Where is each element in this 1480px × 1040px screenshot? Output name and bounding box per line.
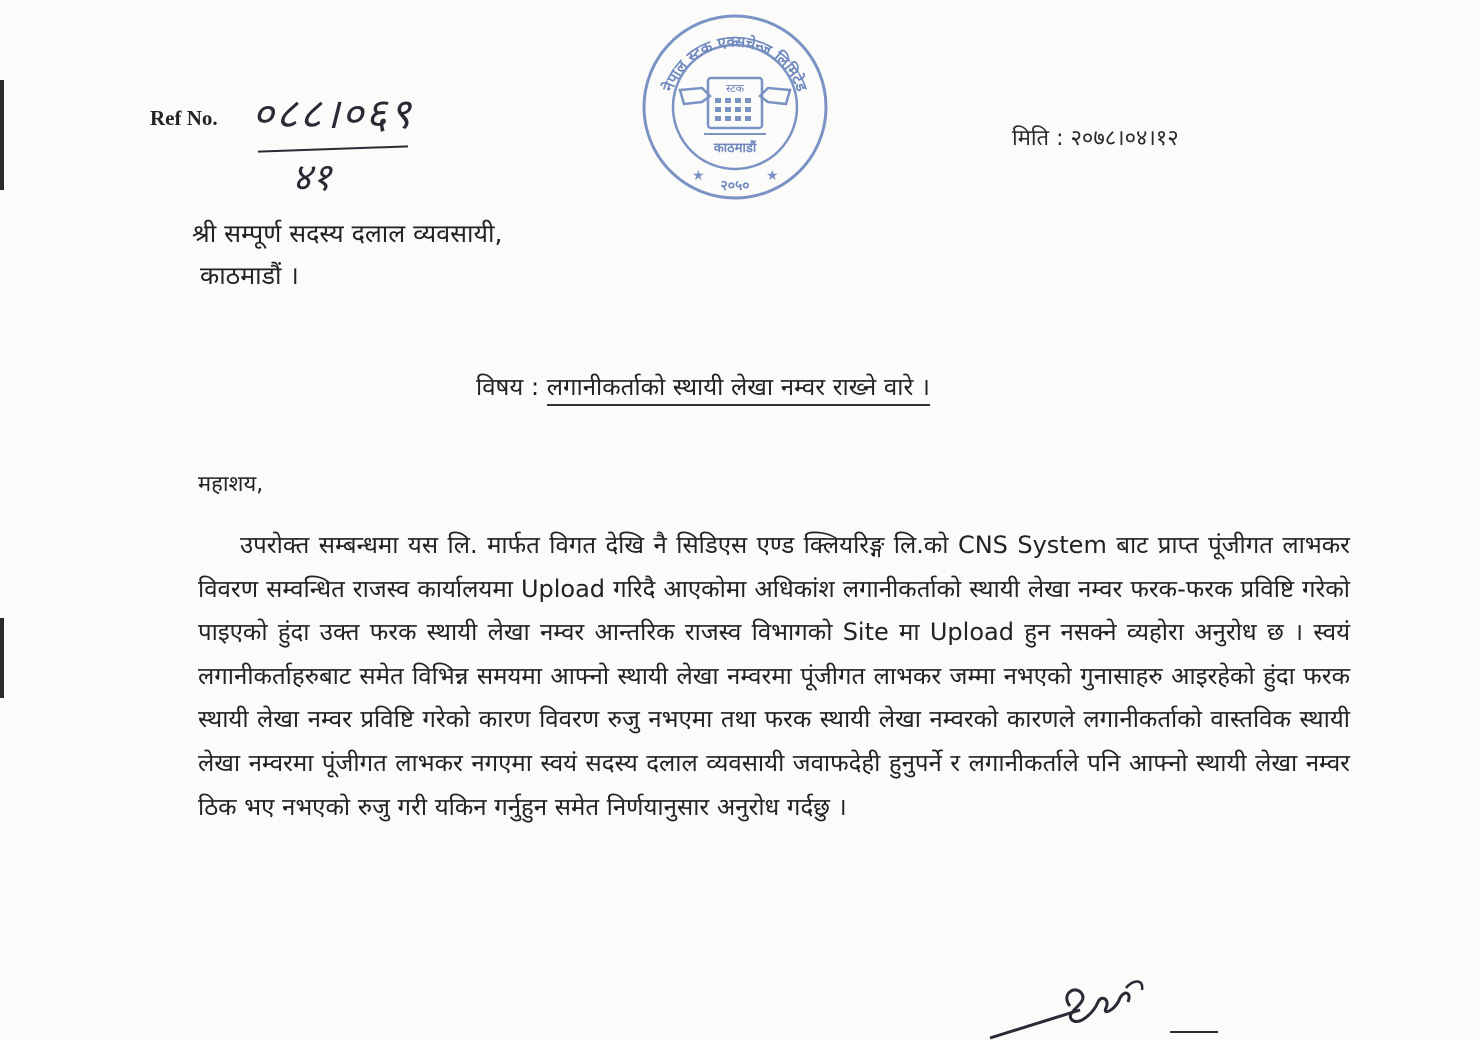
- ref-subnumber-handwritten: ४१: [292, 155, 332, 199]
- svg-text:★: ★: [692, 168, 705, 184]
- seal-year: २०५०: [720, 178, 750, 194]
- subject-line: [476, 370, 930, 403]
- salutation: महाशय,: [198, 472, 264, 497]
- svg-text:स्टक: स्टक: [725, 82, 745, 95]
- ref-label: Ref No.: [150, 106, 218, 130]
- recipient-line-2: काठमाडौं ।: [200, 261, 299, 290]
- subject-prefix: विषय :: [476, 373, 540, 401]
- scan-edge-mark: [0, 618, 4, 698]
- seal-inner-text: काठमाडौं: [713, 141, 757, 156]
- letter-date: मिति : २०७८।०४।१२: [1012, 126, 1179, 151]
- recipient-line-1: श्री सम्पूर्ण सदस्य दलाल व्यवसायी,: [192, 219, 503, 248]
- seal-outer-text: नेपाल स्टक एक्सचेन्ज लिमिटेड: [659, 32, 811, 94]
- svg-text:★: ★: [766, 168, 779, 184]
- ref-underline: [258, 145, 408, 152]
- ref-number-handwritten: ०८८।०६९: [252, 89, 413, 138]
- subject-text: लगानीकर्ताको स्थायी लेखा नम्वर राख्ने वारे ।: [547, 373, 930, 406]
- stock-exchange-seal: [640, 12, 830, 202]
- scan-edge-mark: [0, 80, 4, 190]
- handwritten-signature: [960, 960, 1220, 1040]
- letter-body: उपरोक्त सम्बन्धमा यस लि. मार्फत विगत देखि नै सिडिएस एण्ड क्लियरिङ्ग लि.को CNS System बाट प्राप्त पूंजीगत लाभकर विवरण सम्वन्धित राजस्व कार्यालयमा Upload गरिदै आएकोमा अधिकांश लगानीकर्ताको स्थायी लेखा नम्वर फरक-फरक प्रविष्टि गरेको पाइएको हुंदा उक्त फरक स्थायी लेखा नम्वर आन्तरिक राजस्व विभागको Site मा Upload हुन नसक्ने व्यहोरा अनुरोध छ । स्वयं लगानीकर्ताहरुबाट समेत विभिन्न समयमा आफ्नो स्थायी लेखा नम्वरमा पूंजीगत लाभकर जम्मा नभएको गुनासाहरु आइरहेको हुंदा फरक स्थायी लेखा नम्वर प्रविष्टि गरेको कारण विवरण रुजु नभएमा तथा फरक स्थायी लेखा नम्वरको कारणले लगानीकर्ताको वास्तविक स्थायी लेखा नम्वरमा पूंजीगत लाभकर नगएमा स्वयं सदस्य दलाल व्यवसायी जवाफदेही हुनुपर्ने र लगानीकर्ताले पनि आफ्नो स्थायी लेखा नम्वर ठिक भए नभएको रुजु गरी यकिन गर्नुहुन समेत निर्णयानुसार अनुरोध गर्दछु ।: [198, 531, 1350, 821]
